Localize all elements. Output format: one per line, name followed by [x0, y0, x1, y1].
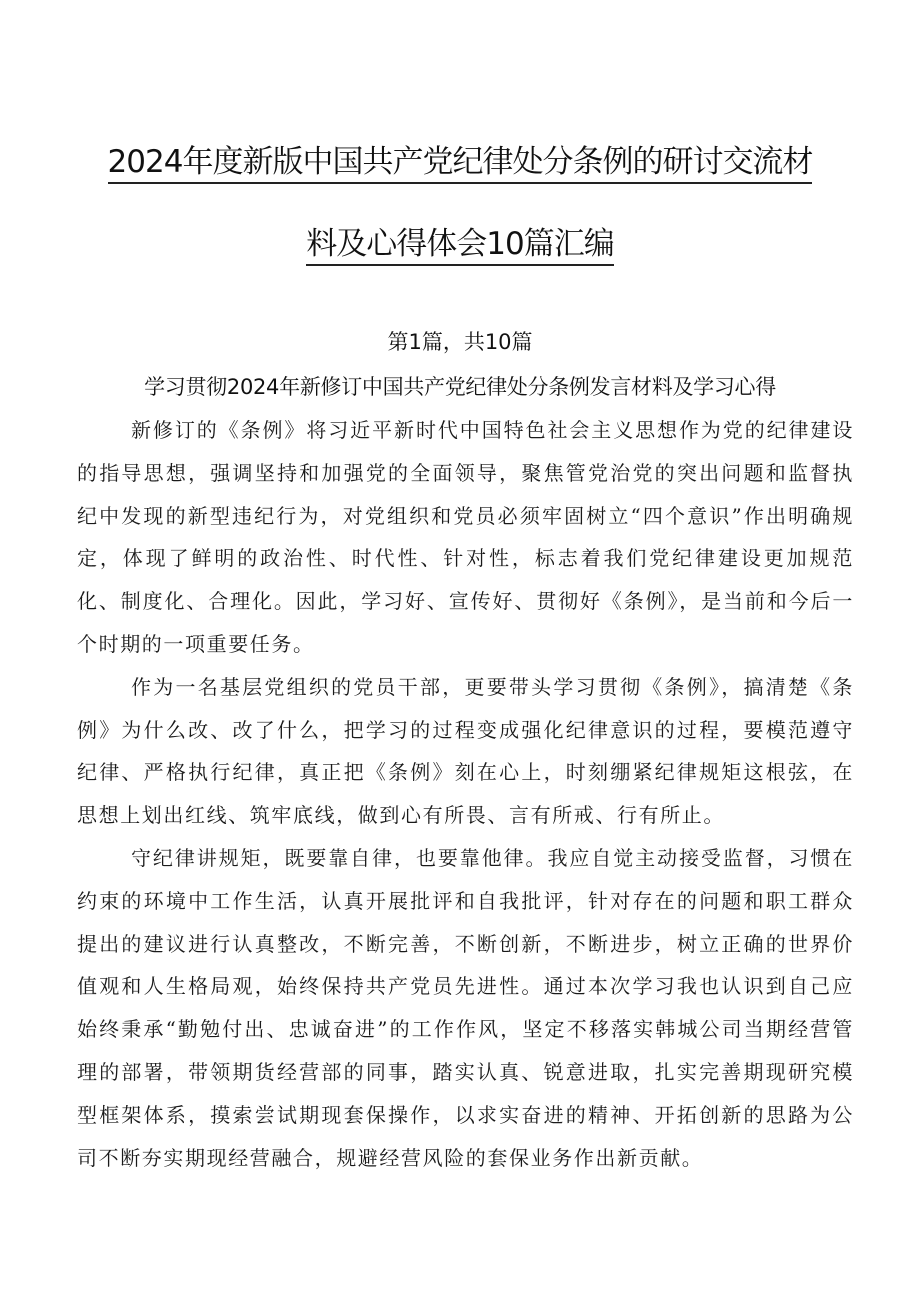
- body-paragraph: 作为一名基层党组织的党员干部，更要带头学习贯彻《条例》，搞清楚《条例》为什么改、改了什么，把学习的过程变成强化纪律意识的过程，要模范遵守纪律、严格执行纪律，真正把《条例》刻在心上，时刻绷紧纪律规矩这根弦，在思想上划出红线、筑牢底线，做到心有所畏、言有所戒、行有所止。: [77, 674, 854, 828]
- part-heading: 第1篇，共10篇: [387, 330, 533, 354]
- article-title: 学习贯彻2024年新修订中国共产党纪律处分条例发言材料及学习心得: [144, 375, 776, 399]
- document-title-line-1: [60, 142, 860, 182]
- body-paragraph: 守纪律讲规矩，既要靠自律，也要靠他律。我应自觉主动接受监督，习惯在约束的环境中工作生活，认真开展批评和自我批评，针对存在的问题和职工群众提出的建议进行认真整改，不断完善，不断创新，不断进步，树立正确的世界价值观和人生格局观，始终保持共产党员先进性。通过本次学习我也认识到自己应始终秉承“勤勉付出、忠诚奋进”的工作作风，坚定不移落实韩城公司当期经营管理的部署，带领期货经营部的同事，踏实认真、锐意进取，扎实完善期现研究模型框架体系，摸索尝试期现套保操作，以求实奋进的精神、开拓创新的思路为公司不断夯实期现经营融合，规避经营风险的套保业务作出新贡献。: [77, 845, 854, 1170]
- document-title-line-2: [60, 224, 860, 264]
- body-paragraph: 新修订的《条例》将习近平新时代中国特色社会主义思想作为党的纪律建设的指导思想，强调坚持和加强党的全面领导，聚焦管党治党的突出问题和监督执纪中发现的新型违纪行为，对党组织和党员必须牢固树立“四个意识”作出明确规定，体现了鲜明的政治性、时代性、针对性，标志着我们党纪律建设更加规范化、制度化、合理化。因此，学习好、宣传好、贯彻好《条例》，是当前和今后一个时期的一项重要任务。: [77, 418, 854, 656]
- document-title-text-2: 料及心得体会10篇汇编: [306, 226, 613, 266]
- article-body: [77, 409, 854, 1179]
- document-title-text-1: 2024年度新版中国共产党纪律处分条例的研讨交流材: [108, 144, 813, 184]
